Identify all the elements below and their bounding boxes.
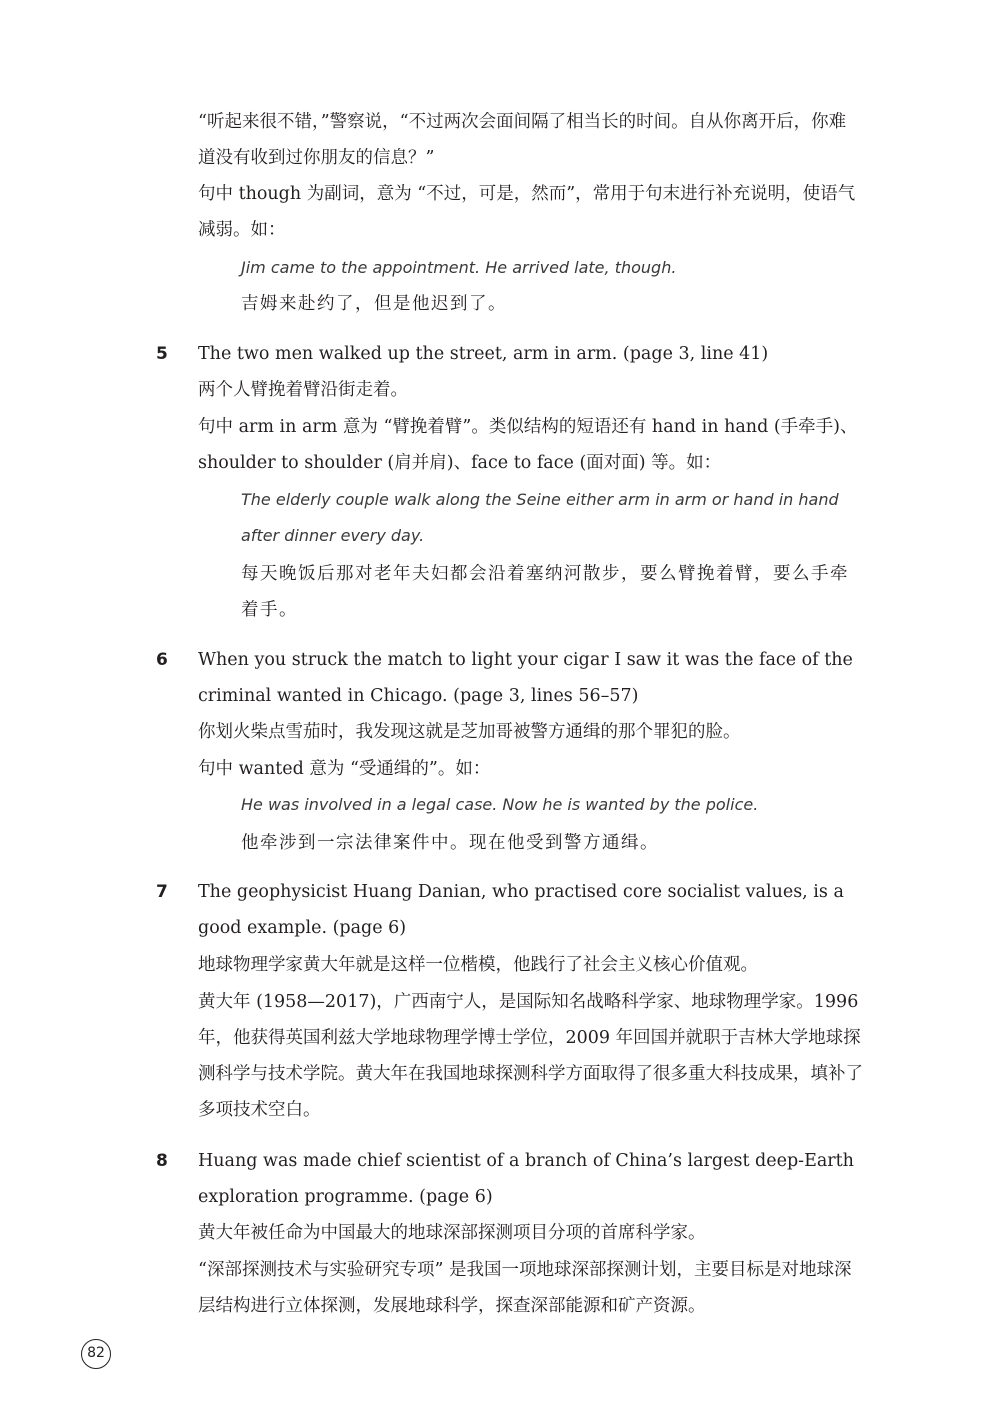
item-example-english: He was involved in a legal case. Now he is wanted by the police. — [241, 795, 759, 814]
item-example-english: The elderly couple walk along the Seine either arm in arm or hand in hand after dinner every day. — [241, 490, 839, 545]
item-note: 句中 arm in arm 意为 “臂挽着臂”。类似结构的短语还有 hand in hand (手牵手)、shoulder to shoulder (肩并肩)、face to face (面对面) 等。如： — [198, 417, 858, 473]
item-example-chinese: 每天晚饭后那对老年夫妇都会沿着塞纳河散步，要么臂挽着臂，要么手牵着手。 — [241, 564, 849, 620]
item-example-chinese: 他牵涉到一宗法律案件中。现在他受到警方通缉。 — [241, 833, 659, 853]
page-number: 82 — [81, 1339, 111, 1369]
intro-example-chinese: 吉姆来赴约了，但是他迟到了。 — [241, 294, 507, 314]
item-note: 句中 wanted 意为 “受通缉的”。如： — [198, 759, 491, 779]
item-note: 黄大年 (1958—2017)，广西南宁人，是国际知名战略科学家、地球物理学家。1996 年，他获得英国利兹大学地球物理学博士学位，2009 年回国并就职于吉林大学地球探测科学与技术学院。黄大年在我国地球探测科学方面取得了很多重大科技成果，填补了多项技术空白。 — [198, 992, 863, 1120]
item-number: 6 — [156, 650, 168, 670]
item-translation: 两个人臂挽着臂沿街走着。 — [198, 380, 408, 400]
item-number: 7 — [156, 882, 168, 902]
intro-translation: “听起来很不错，”警察说，“不过两次会面间隔了相当长的时间。自从你离开后，你难道没有收到过你朋友的信息？” — [198, 112, 847, 168]
item-translation: 你划火柴点雪茄时，我发现这就是芝加哥被警方通缉的那个罪犯的脸。 — [198, 722, 741, 742]
item-translation: 黄大年被任命为中国最大的地球深部探测项目分项的首席科学家。 — [198, 1223, 706, 1243]
item-note: “深部探测技术与实验研究专项” 是我国一项地球深部探测计划，主要目标是对地球深层结构进行立体探测，发展地球科学，探查深部能源和矿产资源。 — [198, 1260, 852, 1316]
item-sentence: The two men walked up the street, arm in arm. (page 3, line 41) — [198, 344, 769, 364]
item-sentence: Huang was made chief scientist of a branch of China’s largest deep-Earth exploration programme. (page 6) — [198, 1151, 854, 1207]
intro-example-english: Jim came to the appointment. He arrived late, though. — [241, 258, 677, 277]
item-sentence: When you struck the match to light your cigar I saw it was the face of the criminal wanted in Chicago. (page 3, lines 56–57) — [198, 650, 853, 706]
item-number: 5 — [156, 344, 168, 364]
item-sentence: The geophysicist Huang Danian, who practised core socialist values, is a good example. (page 6) — [198, 882, 844, 938]
intro-note: 句中 though 为副词，意为 “不过，可是，然而”，常用于句末进行补充说明，使语气减弱。如： — [198, 184, 856, 240]
item-number: 8 — [156, 1151, 168, 1171]
item-translation: 地球物理学家黄大年就是这样一位楷模，他践行了社会主义核心价值观。 — [198, 955, 758, 975]
